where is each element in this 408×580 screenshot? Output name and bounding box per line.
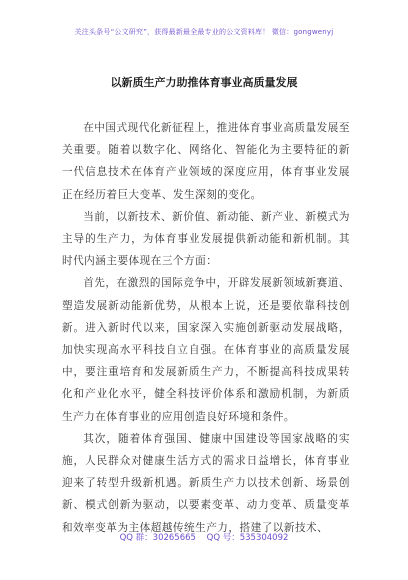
paragraph: 当前，以新技术、新价值、新动能、新产业、新模式为主导的生产力，为体育事业发展提供新动能和新机制。其时代内涵主要体现在三个方面： bbox=[62, 210, 350, 268]
paragraph: 在中国式现代化新征程上，推进体育事业高质量发展至关重要。随着以数字化、网络化、智能化为主要特征的新一代信息技术在体育产业领域的深度应用，体育事业发展正在经历着巨大变革、发生深刻的变化。 bbox=[62, 122, 350, 201]
footer-contact bbox=[0, 531, 408, 543]
paragraph: 首先，在激烈的国际竞争中，开辟发展新领域新赛道、塑造发展新动能新优势，从根本上说，还是要依靠科技创新。进入新时代以来，国家深入实施创新驱动发展战略，加快实现高水平科技自立自强。在体育事业的高质量发展中，要注重培育和发展新质生产力，不断提高科技成果转化和产业化水平，健全科技评价体系和激励机制，为新质生产力在体育事业的应用创造良好环境和条件。 bbox=[62, 277, 350, 423]
footer-qq-group: QQ 群：30265665 bbox=[119, 533, 196, 543]
footer-qq: QQ 号：535304092 bbox=[206, 533, 289, 543]
header-note: 关注头条号“公文研究”，获得最新最全最专业的公文资料库！ 微信：gongwenyj bbox=[74, 28, 334, 36]
document-title: 以新质生产力助推体育事业高质量发展 bbox=[110, 76, 298, 89]
paragraph: 其次，随着体育强国、健康中国建设等国家战略的实施，人民群众对健康生活方式的需求日益增长，体育事业迎来了转型升级新机遇。新质生产力以技术创新、场景创新、模式创新为驱动，以要素变革、动力变革、质量变革和效率变革为主体超越传统生产力，搭建了以新技术、 bbox=[62, 432, 350, 534]
document-body bbox=[62, 117, 350, 539]
